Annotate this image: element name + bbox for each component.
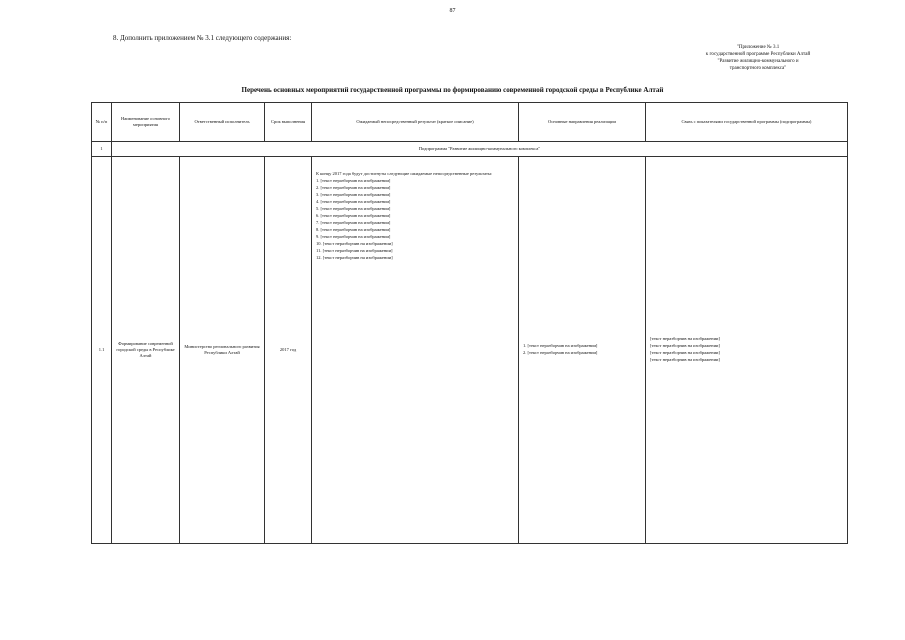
direction-line: 1. [текст неразборчив на изображении] (523, 343, 598, 348)
indicator-line: [текст неразборчив на изображении] (650, 350, 720, 355)
table-row (92, 157, 848, 544)
header-cell-term: Срок выполнения (265, 103, 312, 142)
subprogram-name: Подпрограмма "Развитие жилищно-коммунального комплекса" (112, 142, 848, 157)
approval-line-1: "Приложение № 3.1 (736, 45, 780, 50)
header-cell-indicators: Связь с показателями государственной программы (подпрограммы) (646, 103, 848, 142)
result-line: 8. [текст неразборчив на изображении] (316, 227, 391, 232)
header-cell-num: № п/п (92, 103, 112, 142)
result-line: 11. [текст неразборчив на изображении] (316, 248, 393, 253)
header-cell-result: Ожидаемый непосредственный результат (краткое описание) (312, 103, 519, 142)
page-number: 87 (449, 8, 456, 14)
result-line: 12. [текст неразборчив на изображении] (316, 255, 393, 260)
row-directions (519, 157, 646, 544)
result-line: 4. [текст неразборчив на изображении] (316, 199, 391, 204)
subprogram-row (92, 142, 848, 157)
row-term: 2017 год (265, 157, 312, 544)
approval-line-2: к государственной программе Республики Алтай (705, 52, 811, 57)
indicator-line: [текст неразборчив на изображении] (650, 336, 720, 341)
result-line: 2. [текст неразборчив на изображении] (316, 185, 391, 190)
result-line: 5. [текст неразборчив на изображении] (316, 206, 391, 211)
result-line: 10. [текст неразборчив на изображении] (316, 241, 393, 246)
approval-stamp (688, 44, 828, 72)
header-cell-directions: Основные направления реализации (519, 103, 646, 142)
header-cell-event: Наименование основного мероприятия (112, 103, 180, 142)
document-title: Перечень основных мероприятий государственной программы по формированию современной городской среды в Республике Алтай (241, 86, 664, 94)
row-result (312, 157, 519, 544)
indicator-line: [текст неразборчив на изображении] (650, 357, 720, 362)
result-line: 7. [текст неразборчив на изображении] (316, 220, 391, 225)
subprogram-num: 1 (92, 142, 112, 157)
row-executor: Министерство регионального развития Республики Алтай (180, 157, 265, 544)
header-cell-executor: Ответственный исполнитель (180, 103, 265, 142)
result-line: 9. [текст неразборчив на изображении] (316, 234, 391, 239)
result-line: 6. [текст неразборчив на изображении] (316, 213, 391, 218)
table-header-row (92, 103, 848, 142)
row-indicators (646, 157, 848, 544)
result-line: 1. [текст неразборчив на изображении] (316, 178, 391, 183)
result-line: К концу 2017 года будут достигнуты следующие ожидаемые непосредственные результаты: (316, 171, 493, 176)
direction-line: 2. [текст неразборчив на изображении] (523, 350, 598, 355)
row-num: 1.1 (92, 157, 112, 544)
activities-table (91, 102, 848, 544)
row-event: Формирование современной городской среды в Республике Алтай (112, 157, 180, 544)
approval-line-4: транспортного комплекса" (729, 66, 787, 71)
indicator-line: [текст неразборчив на изображении] (650, 343, 720, 348)
intro-text: 8. Дополнить приложением № 3.1 следующего содержания: (113, 34, 292, 42)
result-line: 3. [текст неразборчив на изображении] (316, 192, 391, 197)
approval-line-3: "Развитие жилищно-коммунального и (717, 59, 799, 64)
